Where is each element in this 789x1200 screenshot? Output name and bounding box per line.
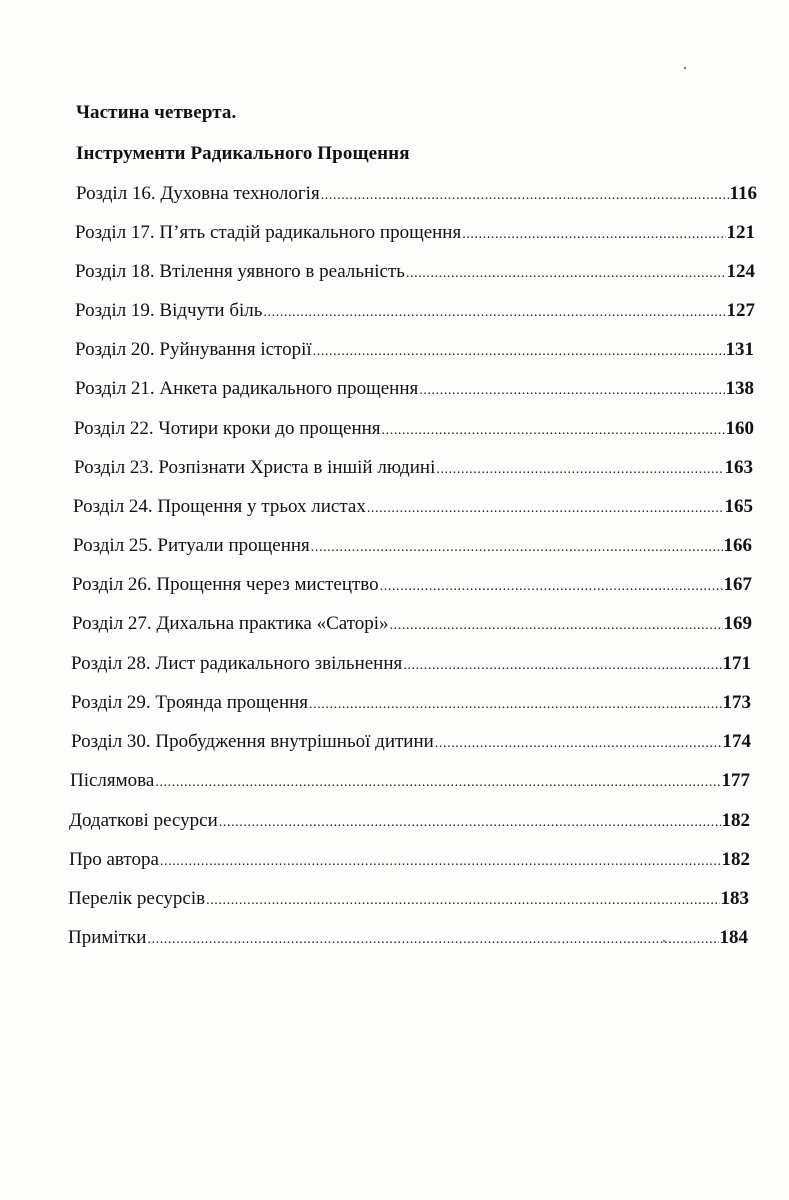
toc-entry-page-number: 116: [729, 183, 757, 204]
toc-entry-page-number: 138: [725, 378, 754, 399]
dot-leader: [160, 847, 721, 875]
toc-entry: [74, 416, 754, 442]
dot-leader: [155, 768, 720, 796]
toc-entry-title: Розділ 24. Прощення у трьох листах: [73, 496, 366, 517]
toc-entry-title: Розділ 27. Дихальна практика «Саторі»: [72, 613, 389, 634]
scan-speck: [663, 940, 665, 942]
dot-leader: [313, 337, 725, 365]
dot-leader: [311, 533, 723, 561]
toc-entry-page-number: 165: [724, 496, 753, 517]
toc-entry: [73, 494, 753, 520]
dot-leader: [206, 886, 719, 914]
toc-entry-title: Про автора: [69, 849, 159, 870]
part-heading: Частина четверта.: [76, 102, 237, 123]
toc-entry-title: Розділ 20. Руйнування історії: [75, 339, 312, 360]
toc-entry: [68, 886, 749, 912]
toc-entry: [69, 847, 750, 873]
toc-entry-page-number: 182: [721, 810, 750, 831]
dot-leader: [406, 259, 726, 287]
toc-entry-page-number: 160: [725, 418, 754, 439]
dot-leader: [367, 494, 724, 522]
toc-entry-title: Розділ 28. Лист радикального звільнення: [71, 653, 403, 674]
toc-entry-title: Розділ 18. Втілення уявного в реальність: [75, 261, 405, 282]
toc-entry-page-number: 184: [719, 927, 748, 948]
toc-entry: [71, 690, 751, 716]
toc-entry-title: Післямова: [70, 770, 155, 791]
dot-leader: [147, 925, 718, 953]
toc-entry: [69, 808, 750, 834]
toc-entry-page-number: 127: [726, 300, 755, 321]
dot-leader: [436, 455, 723, 483]
toc-entry-page-number: 167: [723, 574, 752, 595]
toc-entry-page-number: 174: [722, 731, 751, 752]
toc-entry: [72, 611, 752, 637]
toc-entry: [75, 220, 755, 246]
toc-entry: [75, 259, 755, 285]
toc-entry: [71, 729, 751, 755]
dot-leader: [403, 651, 721, 679]
toc-entry: [70, 768, 750, 794]
toc-entry-page-number: 171: [722, 653, 751, 674]
dot-leader: [263, 298, 725, 326]
toc-entry-title: Розділ 22. Чотири кроки до прощення: [74, 418, 381, 439]
toc-entry: [72, 572, 752, 598]
toc-entry-title: Розділ 23. Розпізнати Христа в іншій людині: [74, 457, 436, 478]
dot-leader: [380, 572, 723, 600]
toc-entry: [75, 337, 754, 363]
scan-speck: [684, 67, 686, 69]
toc-entry-title: Примітки: [68, 927, 147, 948]
toc-entry-page-number: 166: [723, 535, 752, 556]
toc-entry: [75, 298, 755, 324]
toc-entry-title: Розділ 26. Прощення через мистецтво: [72, 574, 379, 595]
toc-entry-page-number: 183: [720, 888, 749, 909]
toc-entry: [73, 533, 752, 559]
toc-entry-title: Додаткові ресурси: [69, 810, 218, 831]
toc-entry: [75, 376, 754, 402]
toc-entry: [76, 181, 757, 207]
toc-entry-page-number: 121: [726, 222, 755, 243]
toc-entry-title: Розділ 25. Ритуали прощення: [73, 535, 310, 556]
dot-leader: [462, 220, 725, 248]
toc-entry-page-number: 169: [723, 613, 752, 634]
toc-entry-title: Розділ 21. Анкета радикального прощення: [75, 378, 419, 399]
toc-entry-page-number: 131: [725, 339, 754, 360]
dot-leader: [309, 690, 721, 718]
toc-entry: [74, 455, 753, 481]
toc-entry-page-number: 177: [721, 770, 750, 791]
toc-entry-page-number: 163: [724, 457, 753, 478]
toc-entry-title: Перелік ресурсів: [68, 888, 206, 909]
toc-entry: [71, 651, 751, 677]
toc-entry-title: Розділ 17. П’ять стадій радикального прощення: [75, 222, 462, 243]
toc-entry-title: Розділ 29. Троянда прощення: [71, 692, 309, 713]
dot-leader: [419, 376, 724, 404]
toc-entry-title: Розділ 16. Духовна технологія: [76, 183, 320, 204]
dot-leader: [390, 611, 723, 639]
toc-entry-title: Розділ 19. Відчути біль: [75, 300, 263, 321]
dot-leader: [382, 416, 725, 444]
part-subheading: Інструменти Радикального Прощення: [76, 143, 410, 164]
dot-leader: [321, 181, 729, 209]
toc-entry-page-number: 173: [722, 692, 751, 713]
toc-entry: [68, 925, 748, 951]
toc-entry-page-number: 124: [726, 261, 755, 282]
dot-leader: [219, 808, 721, 836]
toc-entry-title: Розділ 30. Пробудження внутрішньої дитини: [71, 731, 434, 752]
toc-entry-page-number: 182: [721, 849, 750, 870]
dot-leader: [435, 729, 722, 757]
